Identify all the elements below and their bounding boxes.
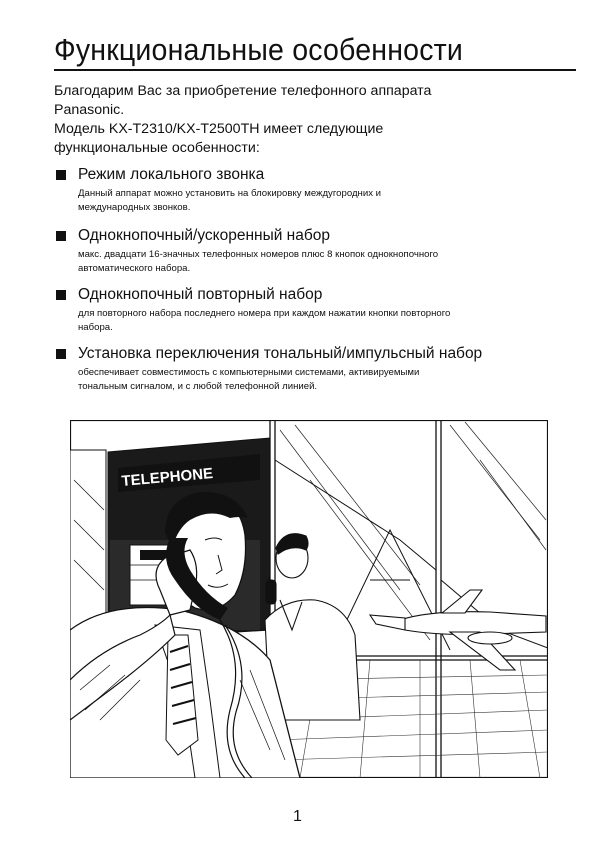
square-bullet-icon	[56, 290, 66, 300]
page-title: Функциональные особенности	[54, 32, 464, 67]
feature-title	[54, 165, 568, 185]
feature-description	[54, 187, 568, 214]
feature-item	[54, 344, 568, 393]
intro-line: Panasonic.	[54, 102, 125, 118]
feature-description-line: Данный аппарат можно установить на блокировку междугородних и	[78, 188, 382, 199]
feature-description	[54, 307, 568, 334]
feature-title-text: Установка переключения тональный/импульсный набор	[78, 345, 483, 362]
feature-description-line: для повторного набора последнего номера при каждом нажатии кнопки повторного	[78, 308, 451, 319]
square-bullet-icon	[56, 231, 66, 241]
illustration-drawing	[70, 420, 548, 778]
feature-item	[54, 285, 568, 334]
square-bullet-icon	[56, 349, 66, 359]
feature-description-line: набора.	[78, 321, 113, 333]
page-number: 1	[293, 808, 302, 825]
square-bullet-icon	[56, 170, 66, 180]
feature-title-text: Режим локального звонка	[78, 166, 265, 183]
intro-line: Модель KX-T2310/KX-T2500TH имеет следующие	[54, 121, 384, 137]
title-rule	[54, 69, 576, 71]
feature-description-line: тональным сигналом, и с любой телефонной линией.	[78, 380, 318, 392]
feature-title	[54, 226, 568, 246]
feature-title	[54, 285, 568, 305]
feature-title-text: Однокнопочный/ускоренный набор	[78, 227, 330, 244]
feature-item	[54, 226, 568, 275]
feature-description-line: обеспечивает совместимость с компьютерными системами, активируемыми	[78, 367, 420, 378]
feature-item	[54, 165, 568, 214]
illustration-airport-telephone	[70, 420, 548, 778]
feature-description-line: макс. двадцати 16-значных телефонных номеров плюс 8 кнопок однокнопочного	[78, 249, 439, 260]
feature-description-line: международных звонков.	[78, 201, 191, 213]
feature-description	[54, 248, 568, 275]
feature-title	[54, 344, 568, 364]
intro-line: Благодарим Вас за приобретение телефонного аппарата	[54, 83, 432, 99]
feature-title-text: Однокнопочный повторный набор	[78, 286, 323, 303]
intro-line: функциональные особенности:	[54, 140, 260, 156]
intro-paragraph	[54, 82, 534, 158]
feature-description-line: автоматического набора.	[78, 262, 191, 274]
booth-sign-text: TELEPHONE	[120, 465, 214, 490]
feature-description	[54, 366, 568, 393]
